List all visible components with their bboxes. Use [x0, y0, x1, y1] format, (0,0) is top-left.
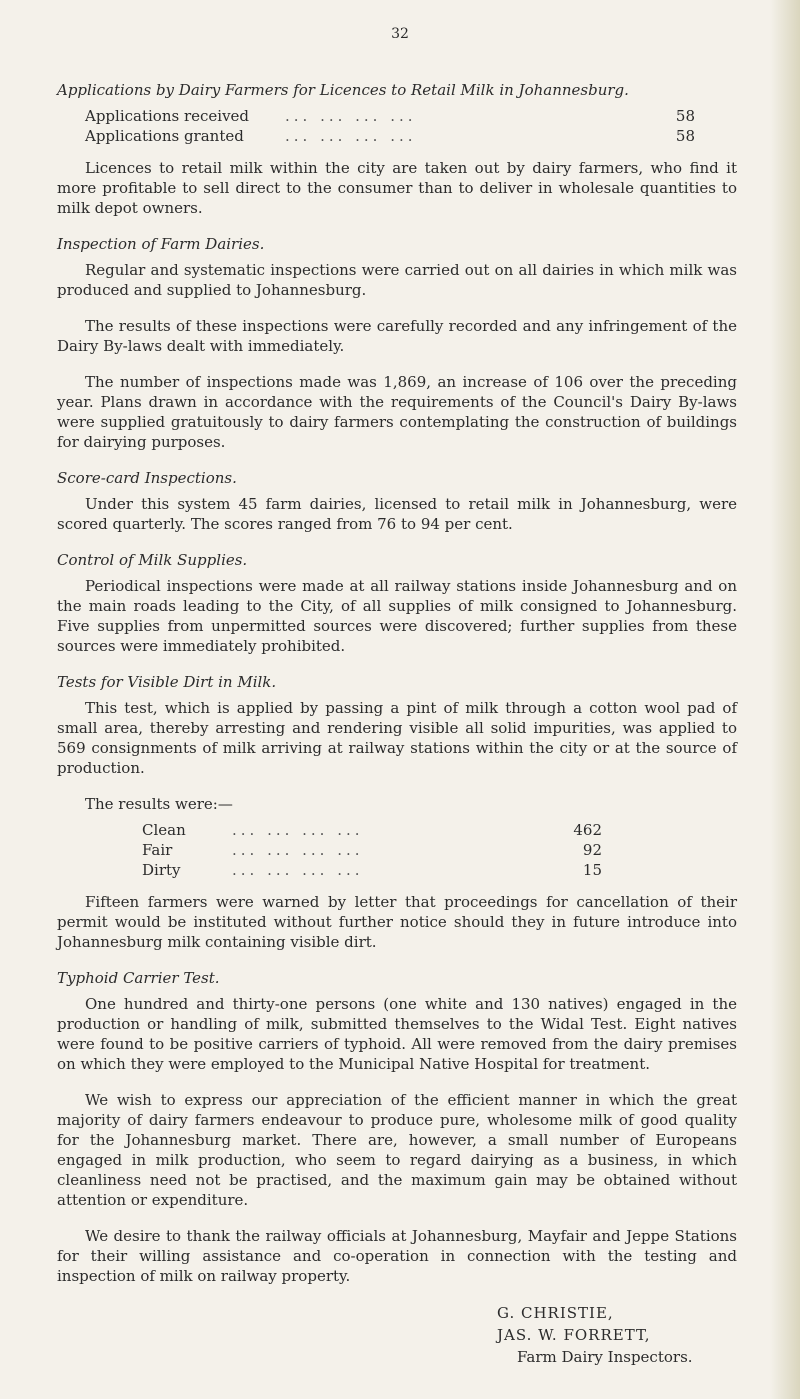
table-row [85, 126, 695, 146]
thanks-paragraph: We desire to thank the railway officials at Johannesburg, Mayfair and Jeppe Stations for their willing assistance and co-operation in connection with the testing and inspection of milk on railway property. [57, 1227, 737, 1285]
scorecard-text: Under this system 45 farm dairies, licensed to retail milk in Johannesburg, were scored quarterly. The scores ranged from 76 to 94 per cent. [57, 495, 737, 533]
signatory-1: G. CHRISTIE, [497, 1304, 614, 1322]
applications-heading: Applications by Dairy Farmers for Licences to Retail Milk in Johannesburg. [57, 81, 629, 99]
row-label: Dirty [142, 861, 181, 879]
inspection-heading: Inspection of Farm Dairies. [57, 235, 265, 253]
typhoid-paragraph-1: One hundred and thirty-one persons (one white and 130 natives) engaged in the production or handling of milk, submitted themselves to the Widal Test. Eight natives were found to be positive carriers of typhoid. All were removed from the dairy premises on which they were employed to the Municipal Native Hospital for treatment. [57, 995, 737, 1073]
leader-dots: ... ... ... ... [285, 107, 417, 125]
table-row [142, 860, 602, 880]
row-label: Fair [142, 841, 173, 859]
scorecard-heading: Score-card Inspections. [57, 469, 237, 487]
table-row [142, 820, 602, 840]
control-heading: Control of Milk Supplies. [57, 551, 248, 569]
row-value: 92 [582, 841, 602, 859]
leader-dots: ... ... ... ... [285, 127, 417, 145]
row-label: Applications received [85, 107, 250, 125]
signature-block [497, 1302, 737, 1368]
table-row [85, 106, 695, 126]
row-value: 58 [675, 107, 695, 125]
tests-text: This test, which is applied by passing a pint of milk through a cotton wool pad of small area, thereby arresting and rendering visible all solid impurities, was applied to 569 consignments of milk arriving at railway stations within the city or at the source of production. [57, 699, 737, 777]
signatory-title: Farm Dairy Inspectors. [517, 1348, 693, 1366]
control-text: Periodical inspections were made at all railway stations inside Johannesburg and on the main roads leading to the City, of all supplies of milk consigned to Johannesburg. Five supplies from unpermitted sources were discovered; further supplies from these sources were immediately prohibited. [57, 577, 737, 655]
tests-heading: Tests for Visible Dirt in Milk. [57, 673, 277, 691]
applications-text: Licences to retail milk within the city are taken out by dairy farmers, who find it more profitable to sell direct to the consumer than to deliver in wholesale quantities to milk depot owners. [57, 159, 737, 217]
typhoid-section [57, 968, 737, 1286]
typhoid-heading: Typhoid Carrier Test. [57, 969, 220, 987]
row-label: Clean [142, 821, 186, 839]
appreciation-paragraph: We wish to express our appreciation of the efficient manner in which the great majority of dairy farmers endeavour to produce pure, wholesome milk of good quality for the Johannesburg market. There are, however, a small number of Europeans engaged in milk production, who seem to regard dairying as a business, in which cleanliness need not be practised, and the maximum gain may be obtained without attention or expenditure. [57, 1091, 737, 1209]
inspection-paragraph-2: The results of these inspections were carefully recorded and any infringement of the Dairy By-laws dealt with immediately. [57, 317, 737, 355]
results-table [142, 820, 602, 880]
leader-dots: ... ... ... ... [232, 841, 364, 859]
applications-table [85, 106, 695, 146]
tests-after-text: Fifteen farmers were warned by letter that proceedings for cancellation of their permit would be instituted without further notice should they in future introduce into Johannesburg milk containing visible dirt. [57, 893, 737, 951]
row-value: 58 [675, 127, 695, 145]
leader-dots: ... ... ... ... [232, 861, 364, 879]
document-body [57, 80, 737, 1368]
row-label: Applications granted [85, 127, 244, 145]
control-section [57, 550, 737, 656]
inspection-paragraph-3: The number of inspections made was 1,869, an increase of 106 over the preceding year. Plans drawn in accordance with the requirements of the Council's Dairy By-laws were supplied gratuitously to dairy farmers contemplating the construction of buildings for dairying purposes. [57, 373, 737, 451]
table-row [142, 840, 602, 860]
inspection-section [57, 234, 737, 452]
applications-section [57, 80, 737, 218]
scorecard-section [57, 468, 737, 534]
row-value: 462 [573, 821, 602, 839]
tests-results-intro: The results were:— [85, 795, 233, 813]
tests-section [57, 672, 737, 952]
leader-dots: ... ... ... ... [232, 821, 364, 839]
signatory-2: JAS. W. FORRETT, [497, 1326, 651, 1344]
page-number: 32 [391, 26, 409, 42]
page-edge-shadow [770, 0, 800, 1399]
inspection-paragraph-1: Regular and systematic inspections were carried out on all dairies in which milk was produced and supplied to Johannesburg. [57, 261, 737, 299]
row-value: 15 [582, 861, 602, 879]
